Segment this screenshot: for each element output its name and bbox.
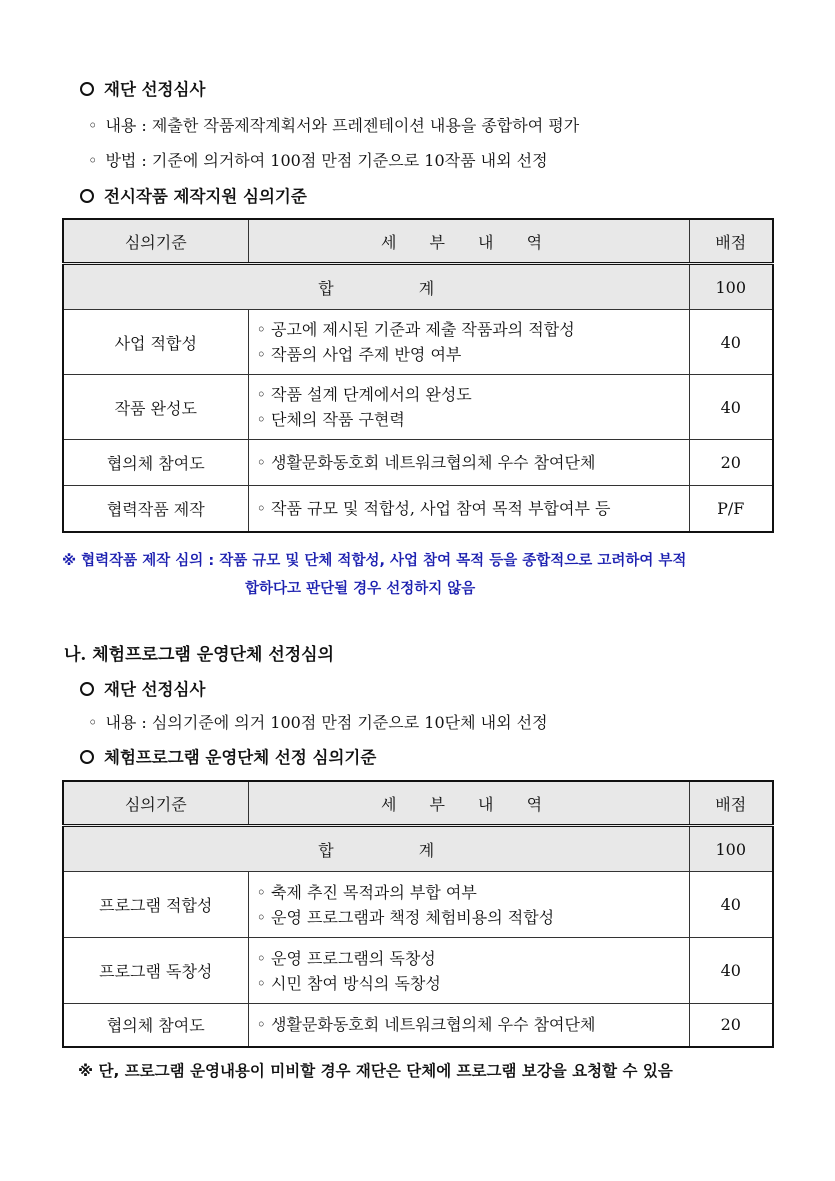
detail-cell [248, 486, 689, 532]
program-criteria-table [62, 780, 774, 1048]
detail-line: ◦ 작품 규모 및 적합성, 사업 참여 목적 부합여부 등 [256, 498, 611, 518]
sum-label-cell [63, 826, 689, 872]
detail-line: ◦ 공고에 제시된 기준과 제출 작품과의 적합성 [256, 320, 575, 339]
detail-line: ◦ 축제 추진 목적과의 부합 여부 [256, 882, 477, 902]
detail-cell [248, 440, 689, 486]
heading-text: 재단 선정심사 [104, 680, 206, 699]
table-row [63, 440, 773, 486]
col-header-score: 배점 [689, 219, 773, 264]
note-collab-line2: 합하다고 판단될 경우 선정하지 않음 [245, 581, 476, 597]
bullet-content [88, 113, 579, 136]
heading-foundation-review-2 [80, 676, 205, 700]
section-title-program: 나. 체험프로그램 운영단체 선정심의 [64, 645, 335, 665]
heading-program-criteria [80, 744, 376, 768]
detail-line: ◦ 운영 프로그램과 책정 체험비용의 적합성 [256, 907, 555, 927]
table-header-row [63, 781, 773, 826]
detail-line: ◦ 생활문화동호회 네트워크협의체 우수 참여단체 [256, 1015, 596, 1035]
exhibit-criteria-table [62, 218, 774, 533]
sum-label: 합 계 [318, 840, 475, 860]
heading-text: 재단 선정심사 [104, 80, 206, 99]
score-cell: 40 [689, 375, 773, 440]
criterion-cell: 작품 완성도 [63, 375, 248, 440]
score-cell: P/F [689, 486, 773, 532]
table-header-row [63, 219, 773, 264]
score-cell: 40 [689, 872, 773, 938]
score-cell: 40 [689, 938, 773, 1004]
col-header-score: 배점 [689, 781, 773, 826]
heading-text: 전시작품 제작지원 심의기준 [104, 187, 307, 206]
heading-exhibit-criteria [80, 183, 307, 207]
detail-cell [248, 310, 689, 375]
criterion-cell: 협력작품 제작 [63, 486, 248, 532]
note-program-supplement: ※ 단, 프로그램 운영내용이 미비할 경우 재단은 단체에 프로그램 보강을 요청할 수 있음 [78, 1062, 673, 1080]
bullet-icon: ◦ [88, 713, 98, 732]
heading-foundation-review-1 [80, 76, 205, 100]
col-header-criterion: 심의기준 [63, 781, 248, 826]
bullet-text: 내용 : 제출한 작품제작계획서와 프레젠테이션 내용을 종합하여 평가 [105, 116, 580, 135]
detail-cell [248, 872, 689, 938]
table-row [63, 1004, 773, 1047]
criterion-cell: 협의체 참여도 [63, 440, 248, 486]
detail-line: ◦ 생활문화동호회 네트워크협의체 우수 참여단체 [256, 453, 596, 472]
sum-label: 합 계 [318, 278, 475, 298]
sum-score: 100 [689, 826, 773, 872]
circle-marker-icon [80, 189, 94, 203]
circle-marker-icon [80, 82, 94, 96]
table-row [63, 375, 773, 440]
sum-label-cell [63, 264, 689, 310]
col-header-detail [248, 781, 689, 826]
detail-cell [248, 1004, 689, 1047]
note-collab-line1: ※ 협력작품 제작 심의 : 작품 규모 및 단체 적합성, 사업 참여 목적 등을 종합적으로 고려하여 부적 [62, 553, 687, 569]
detail-cell [248, 938, 689, 1004]
table-sum-row [63, 826, 773, 872]
bullet-method [88, 148, 548, 171]
detail-cell [248, 375, 689, 440]
col-header-detail [248, 219, 689, 264]
criterion-cell: 프로그램 독창성 [63, 938, 248, 1004]
table-row [63, 938, 773, 1004]
circle-marker-icon [80, 682, 94, 696]
circle-marker-icon [80, 750, 94, 764]
table-row [63, 872, 773, 938]
sum-score: 100 [689, 264, 773, 310]
criterion-cell: 사업 적합성 [63, 310, 248, 375]
detail-line: ◦ 작품의 사업 주제 반영 여부 [256, 345, 462, 364]
bullet-text: 방법 : 기준에 의거하여 100점 만점 기준으로 10작품 내외 선정 [105, 151, 548, 170]
score-cell: 20 [689, 440, 773, 486]
detail-line: ◦ 단체의 작품 구현력 [256, 410, 405, 429]
heading-text: 체험프로그램 운영단체 선정 심의기준 [104, 748, 377, 767]
bullet-content-2 [88, 710, 548, 733]
col-header-detail-text: 세 부 내 역 [380, 794, 557, 814]
score-cell: 40 [689, 310, 773, 375]
bullet-icon: ◦ [88, 116, 98, 135]
col-header-criterion: 심의기준 [63, 219, 248, 264]
table-sum-row [63, 264, 773, 310]
detail-line: ◦ 작품 설계 단계에서의 완성도 [256, 385, 472, 404]
table-row [63, 486, 773, 532]
criterion-cell: 협의체 참여도 [63, 1004, 248, 1047]
score-cell: 20 [689, 1004, 773, 1047]
criterion-cell: 프로그램 적합성 [63, 872, 248, 938]
col-header-detail-text: 세 부 내 역 [380, 232, 557, 252]
table-row [63, 310, 773, 375]
detail-line: ◦ 시민 참여 방식의 독창성 [256, 973, 441, 993]
detail-line: ◦ 운영 프로그램의 독창성 [256, 948, 436, 968]
bullet-text: 내용 : 심의기준에 의거 100점 만점 기준으로 10단체 내외 선정 [105, 713, 548, 732]
bullet-icon: ◦ [88, 151, 98, 170]
